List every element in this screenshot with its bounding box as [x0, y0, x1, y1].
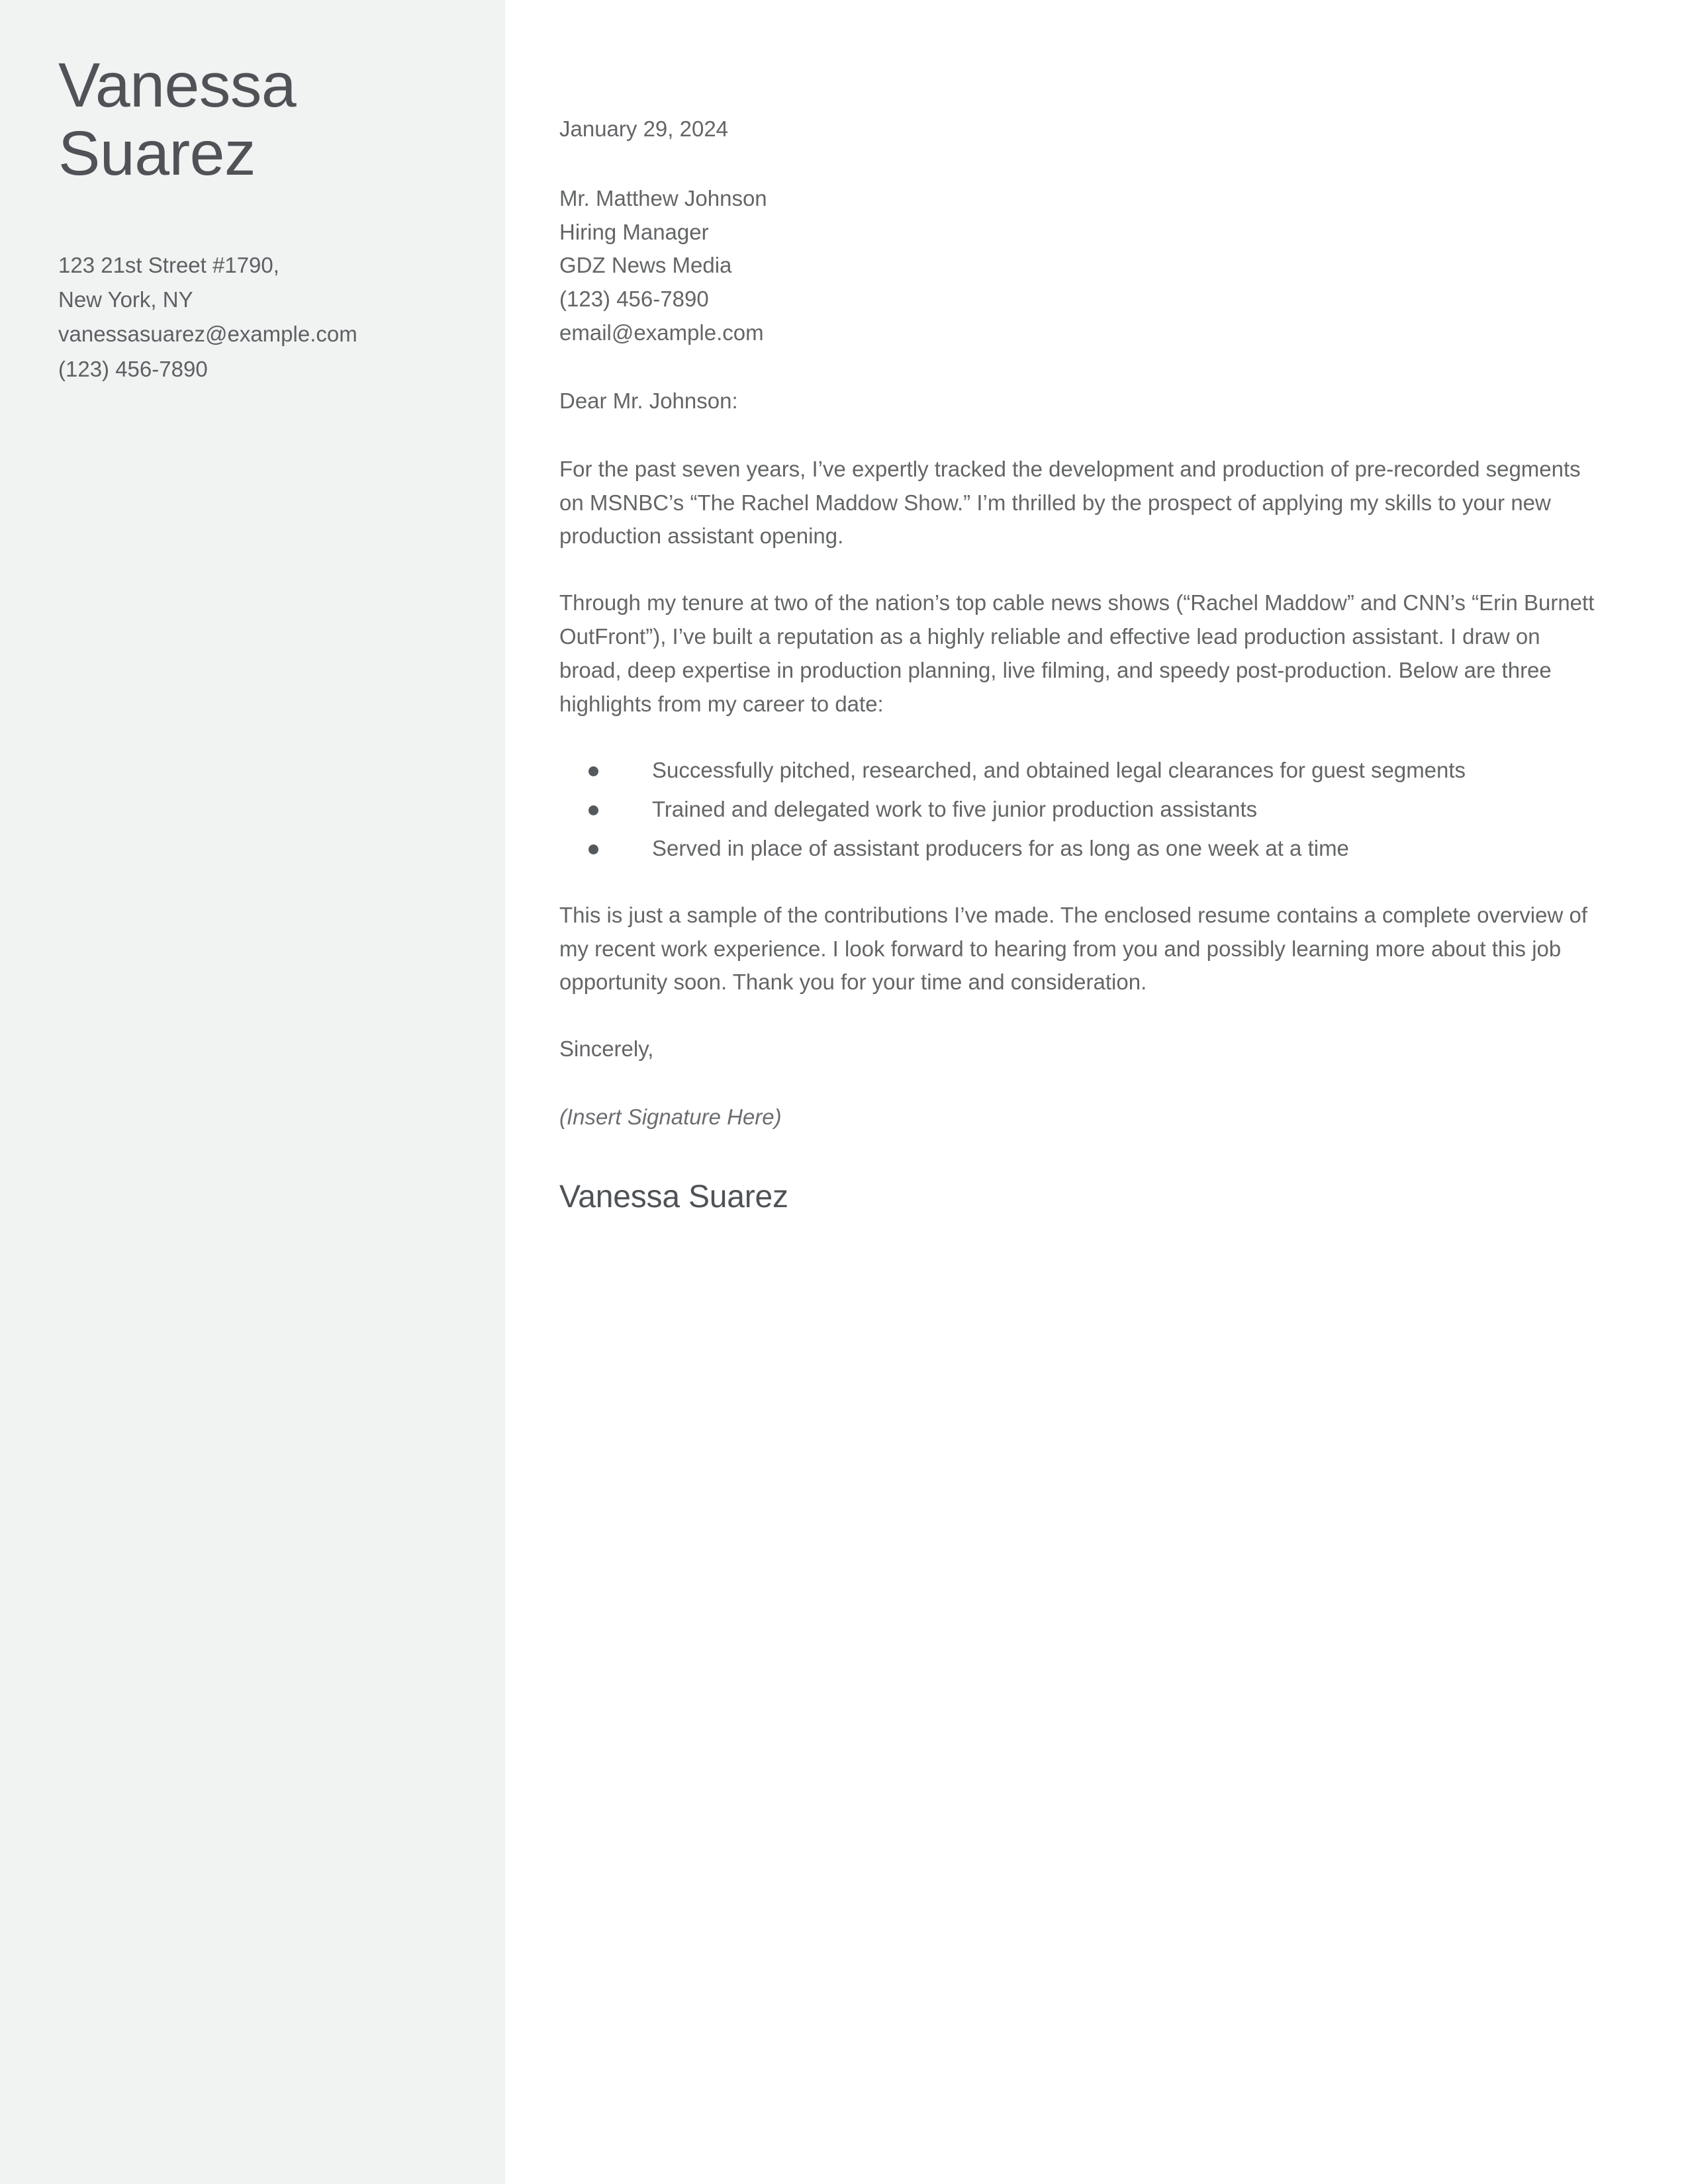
letter-date: January 29, 2024	[559, 116, 729, 141]
recipient-name: Mr. Matthew Johnson	[559, 185, 767, 210]
bullet-icon	[588, 766, 598, 776]
signature-name: Vanessa Suarez	[559, 1179, 788, 1214]
contact-phone[interactable]: (123) 456-7890	[58, 356, 208, 381]
contact-city: New York, NY	[58, 287, 193, 312]
paragraph-experience: Through my tenure at two of the nation’s top cable news shows (“Rachel Maddow” and CNN’s “Erin Burnett OutFront”), I’ve built a reputation as a highly reliable and effective lead production assistant. I draw on broad, deep expertise in production planning, live filming, and speedy post-production. Below are three highlights from my career to date:	[559, 590, 1595, 716]
recipient-company: GDZ News Media	[559, 253, 732, 278]
contact-info	[58, 248, 476, 387]
list-item	[588, 793, 1602, 827]
list-item-text: Served in place of assistant producers for as long as one week at a time	[652, 836, 1349, 860]
paragraph-closing: This is just a sample of the contributions I’ve made. The enclosed resume contains a complete overview of my recent work experience. I look forward to hearing from you and possibly learning more about this job opportunity soon. Thank you for your time and consideration.	[559, 902, 1587, 995]
list-item-text: Trained and delegated work to five junior production assistants	[652, 797, 1258, 822]
highlights-list	[559, 754, 1602, 865]
signature-placeholder: (Insert Signature Here)	[559, 1105, 782, 1130]
recipient-title: Hiring Manager	[559, 219, 709, 244]
closing-salutation: Sincerely,	[559, 1036, 654, 1062]
list-item	[588, 832, 1602, 866]
name-last-line: Suarez	[58, 118, 256, 189]
recipient-email[interactable]: email@example.com	[559, 320, 764, 345]
contact-street: 123 21st Street #1790,	[58, 253, 279, 278]
letter-body	[559, 113, 1602, 1222]
bullet-icon	[588, 805, 598, 815]
sidebar	[0, 0, 505, 2184]
recipient-block	[559, 182, 1602, 350]
list-item-text: Successfully pitched, researched, and obtained legal clearances for guest segments	[652, 758, 1466, 783]
recipient-phone[interactable]: (123) 456-7890	[559, 287, 709, 312]
contact-email[interactable]: vanessasuarez@example.com	[58, 322, 357, 347]
bullet-icon	[588, 844, 598, 854]
sidebar-content	[58, 52, 476, 387]
list-item	[588, 754, 1602, 788]
page-title	[58, 52, 476, 187]
name-first-line: Vanessa	[58, 50, 297, 120]
salutation: Dear Mr. Johnson:	[559, 388, 738, 413]
paragraph-intro: For the past seven years, I’ve expertly tracked the development and production of pre-recorded segments on MSNBC’s “The Rachel Maddow Show.” I’m thrilled by the prospect of applying my skills to your new production assistant opening.	[559, 456, 1581, 549]
